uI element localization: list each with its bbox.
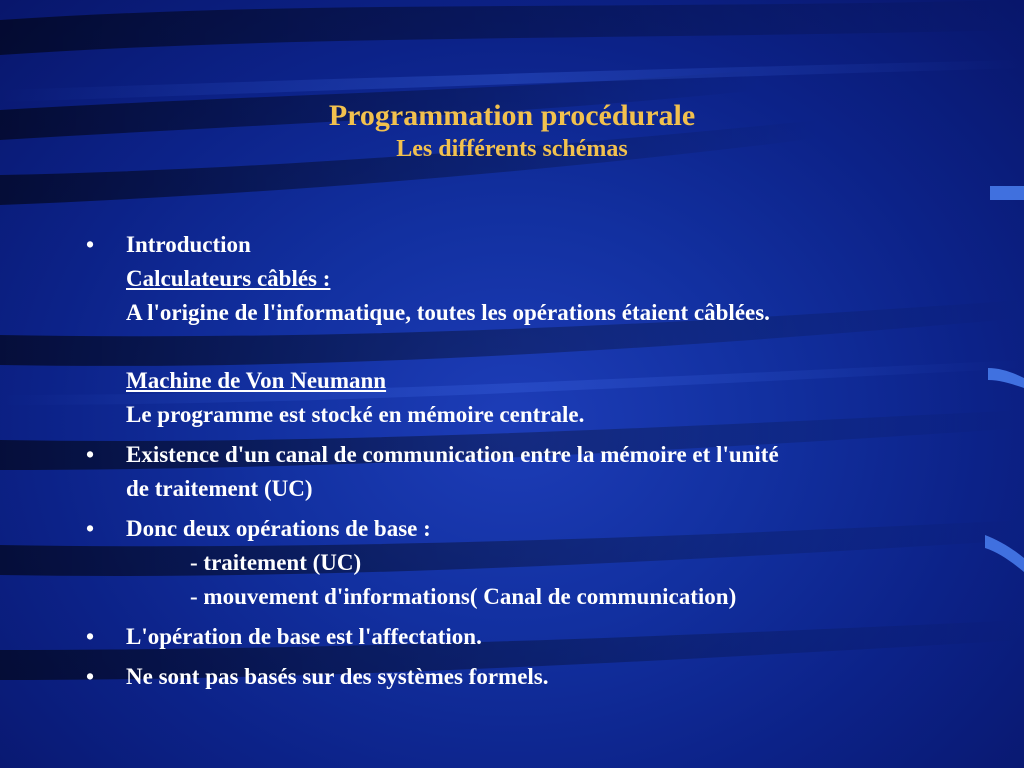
bullet-item (86, 228, 966, 432)
bullet-dot-icon: • (86, 664, 95, 689)
bullet-line: de traitement (UC) (126, 476, 313, 501)
bullet-subheading: Machine de Von Neumann (126, 368, 387, 393)
title-block (0, 98, 1024, 164)
bullet-dot-icon: • (86, 232, 95, 257)
bullet-line: Ne sont pas basés sur des systèmes formels. (126, 664, 549, 689)
bullet-line: Existence d'un canal de communication entre la mémoire et l'unité (126, 442, 779, 467)
slide-subtitle: Les différents schémas (396, 136, 628, 162)
bullet-dot-icon: • (86, 624, 95, 649)
bullet-item (86, 660, 966, 694)
bullet-line: A l'origine de l'informatique, toutes les opérations étaient câblées. (126, 300, 770, 325)
bullet-item (86, 512, 966, 614)
blank-line (126, 330, 966, 364)
slide-title: Programmation procédurale (328, 99, 696, 132)
bullet-line: Le programme est stocké en mémoire centrale. (126, 402, 585, 427)
bullet-line: Donc deux opérations de base : (126, 516, 431, 541)
bullet-dot-icon: • (86, 442, 95, 467)
bullet-dot-icon: • (86, 516, 95, 541)
bullet-list (86, 228, 966, 700)
bullet-subline: - mouvement d'informations( Canal de communication) (190, 584, 737, 609)
bullet-item (86, 438, 966, 506)
bullet-subline: - traitement (UC) (190, 550, 362, 575)
bullet-line: L'opération de base est l'affectation. (126, 624, 482, 649)
bullet-item (86, 620, 966, 654)
bullet-subheading: Calculateurs câblés : (126, 266, 331, 291)
bullet-line: Introduction (126, 232, 251, 257)
